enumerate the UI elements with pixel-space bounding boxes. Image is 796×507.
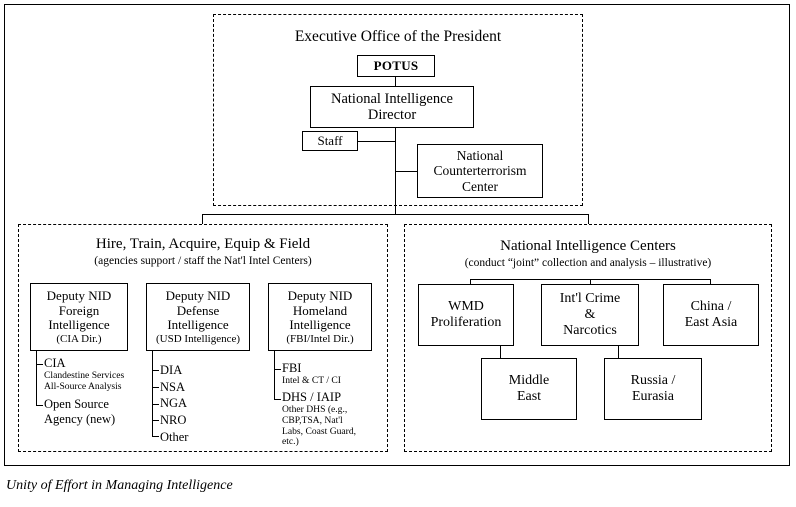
center-china-line-1: China / [690,299,732,315]
col1-tick-2 [36,405,43,406]
right-panel-title: National Intelligence Centers [500,238,676,254]
national-intelligence-director-box [310,86,474,128]
col3-tick-1 [274,369,281,370]
left-panel-subtitle: (agencies support / staff the Nat'l Intel Centers) [94,255,312,267]
deputy-nid-foreign-box [30,283,128,351]
deputy-nid-homeland-box [268,283,372,351]
col2-item-nga: NGA [160,396,188,411]
col2-tick-5 [152,436,159,437]
col3-item-fbi: FBI [282,361,302,375]
col3-item-dhs-sub-1: Other DHS (e.g., [282,404,348,416]
nctc-box [417,144,543,198]
col3-item-dhs: DHS / IAIP [282,389,342,404]
staff-label: Staff [317,132,343,148]
center-russia-line-1: Russia / [630,373,676,389]
dep-nid-homeland-line-1: Deputy NID [287,288,353,304]
center-china-east-asia-box [663,284,759,346]
center-wmd-line-1: WMD [448,299,484,315]
center-russia-eurasia-box [604,358,702,420]
center-russia-line-2: Eurasia [632,389,674,404]
col3-item-fbi-sub-1: Intel & CT / CI [282,375,341,387]
potus-label: POTUS [373,57,419,73]
center-middle-east-box [481,358,577,420]
right-panel-subtitle: (conduct “joint” collection and analysis – illustrative) [464,257,712,269]
dep-nid-defense-line-4: (USD Intelligence) [156,332,240,345]
connector-bus-right [588,214,589,224]
col3-tick-2 [274,399,281,400]
right-panel-row2-drop-1 [500,346,501,358]
nctc-line-1: National [456,148,504,164]
dep-nid-foreign-line-4: (CIA Dir.) [56,332,102,345]
dep-nid-defense-line-2: Defense [176,302,220,318]
col2-item-dia: DIA [160,363,183,377]
dep-nid-foreign-line-2: Foreign [58,302,100,318]
dep-nid-homeland-line-3: Intelligence [289,317,351,333]
staff-box [302,131,358,151]
connector-nctc [395,171,417,172]
deputy-nid-defense-box [146,283,250,351]
col2-item-nsa: NSA [160,379,186,394]
dep-nid-homeland-line-2: Homeland [292,302,348,318]
col1-items [44,356,144,427]
col1-item-cia: CIA [44,356,66,370]
col2-tick-2 [152,387,159,388]
center-intl-crime-narcotics-box [541,284,639,346]
center-wmd-line-2: Proliferation [430,315,502,330]
nctc-line-3: Center [462,178,498,194]
col1-item-osa-line-1: Open Source [44,396,109,411]
col2-item-other: Other [160,429,189,444]
dep-nid-defense-line-3: Intelligence [167,317,229,333]
nid-line-1: National Intelligence [331,90,453,107]
dep-nid-homeland-line-4: (FBI/Intel Dir.) [286,332,354,345]
col2-tick-4 [152,420,159,421]
col2-item-nro: NRO [160,412,187,427]
connector-potus-nid [395,77,396,86]
connector-bus-left [202,214,203,224]
connector-bus [202,214,588,215]
col3-item-dhs-sub-3: Labs, Coast Guard, [282,425,357,437]
nctc-line-2: Counterterrorism [433,163,527,179]
right-panel-row2-drop-2 [618,346,619,358]
col3-item-dhs-sub-4: etc.) [282,436,299,448]
center-wmd-proliferation-box [418,284,514,346]
dep-nid-foreign-line-3: Intelligence [48,317,110,333]
col1-item-cia-sub-1: Clandestine Services [44,370,125,382]
connector-staff [358,141,395,142]
left-panel-title: Hire, Train, Acquire, Equip & Field [95,236,311,252]
center-crime-line-2: & [584,307,596,323]
potus-box [357,55,435,77]
col2-spine [152,351,153,436]
col2-items [160,362,250,445]
center-crime-line-1: Int'l Crime [559,291,621,307]
col2-tick-1 [152,370,159,371]
col1-spine [36,351,37,405]
figure-caption: Unity of Effort in Managing Intelligence [6,478,233,493]
dep-nid-defense-line-1: Deputy NID [165,288,231,304]
center-middle-east-line-1: Middle [508,373,550,389]
center-china-line-2: East Asia [684,315,738,330]
nid-line-2: Director [367,107,417,123]
center-crime-line-3: Narcotics [563,322,617,338]
col1-item-cia-sub-2: All-Source Analysis [44,380,122,392]
col1-item-osa-line-2: Agency (new) [44,411,116,426]
col3-item-dhs-sub-2: CBP,TSA, Nat'l [282,414,343,426]
col3-spine [274,351,275,399]
col1-tick-1 [36,364,43,365]
col3-items [282,361,377,448]
dep-nid-foreign-line-1: Deputy NID [46,288,112,304]
executive-office-title: Executive Office of the President [294,28,502,45]
col2-tick-3 [152,404,159,405]
center-middle-east-line-2: East [516,389,542,404]
